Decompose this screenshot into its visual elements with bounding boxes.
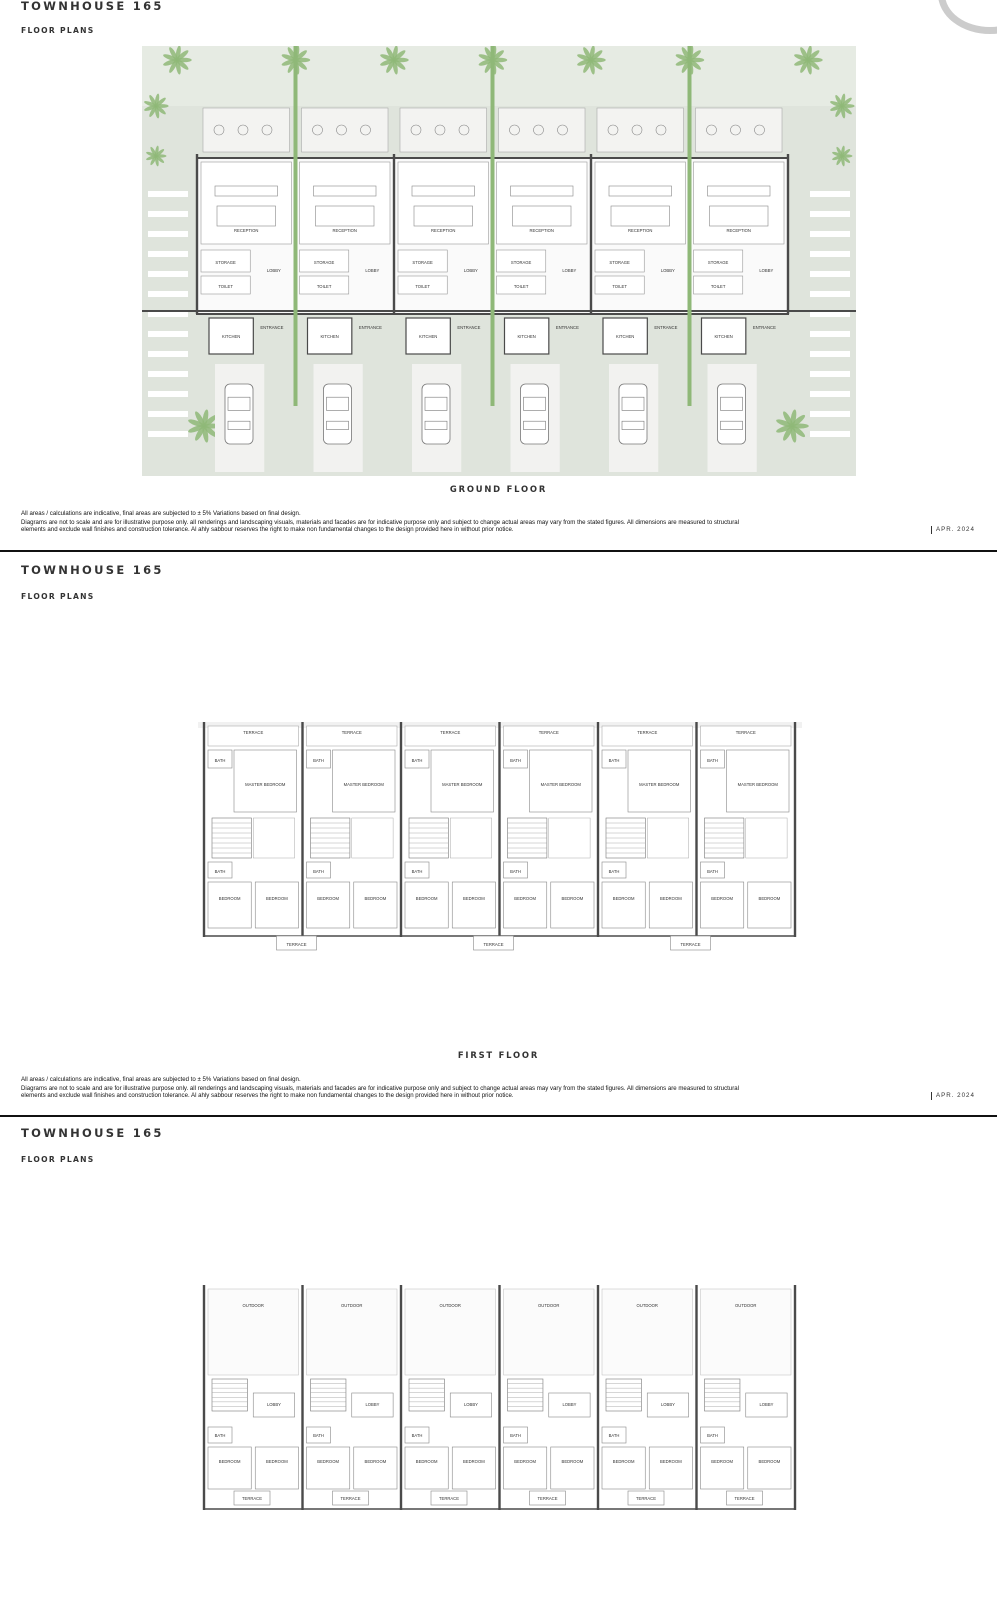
room-label-bedroom: BEDROOM (463, 1459, 485, 1464)
parking-stripe (810, 231, 850, 237)
room-label-entrance: ENTRANCE (555, 325, 579, 330)
outdoor-area (405, 1289, 496, 1375)
room-label-terrace: TERRACE (735, 730, 756, 735)
room-label-lobby: LOBBY (463, 268, 478, 273)
room-label-outdoor: OUTDOOR (735, 1303, 757, 1308)
room-label-kitchen: KITCHEN (221, 334, 241, 339)
page-subtitle: FLOOR PLANS (21, 1155, 95, 1164)
outdoor-area (307, 1289, 398, 1375)
bedroom (748, 882, 791, 928)
outdoor-area (701, 1289, 792, 1375)
room-label-bath: BATH (313, 869, 324, 874)
room-label-storage: STORAGE (313, 260, 335, 265)
page-second-floor (0, 1120, 997, 1600)
room-label-bedroom: BEDROOM (660, 1459, 682, 1464)
room-label-bedroom: BEDROOM (218, 1459, 241, 1464)
room-label-lobby: LOBBY (562, 1402, 577, 1407)
parking-stripe (148, 231, 188, 237)
room-label-bath: BATH (707, 1433, 718, 1438)
room-label-bedroom: BEDROOM (514, 1459, 536, 1464)
hall (450, 818, 491, 858)
outdoor-area (208, 1289, 299, 1375)
parking-stripe (810, 271, 850, 277)
room-label-bath: BATH (707, 758, 718, 763)
page-corner-decoration (938, 0, 997, 34)
room-label-terrace: TERRACE (537, 1496, 558, 1501)
room-label-lobby: LOBBY (562, 268, 577, 273)
date-label: APR. 2024 (931, 526, 975, 534)
room-label-bath: BATH (608, 758, 620, 763)
room-label-lobby: LOBBY (759, 1402, 774, 1407)
hall (746, 818, 787, 858)
bedroom (255, 882, 298, 928)
floor-label: GROUND FLOOR (449, 484, 548, 494)
bedroom (208, 882, 251, 928)
page-subtitle: FLOOR PLANS (21, 26, 95, 35)
rear-terrace (696, 108, 783, 152)
parking-stripe (148, 191, 188, 197)
page-divider (0, 1115, 997, 1117)
room-label-bath: BATH (411, 869, 423, 874)
room-label-bedroom: BEDROOM (317, 1459, 339, 1464)
room-label-bedroom: BEDROOM (758, 896, 781, 901)
room-label-bath: BATH (214, 869, 226, 874)
staircase (409, 1379, 444, 1411)
room-label-bath: BATH (214, 1433, 226, 1438)
bedroom (452, 882, 495, 928)
room-label-master-bedroom: MASTER BEDROOM (737, 782, 778, 787)
car-outline (718, 384, 746, 444)
room-label-bath: BATH (313, 1433, 324, 1438)
room-label-toilet: TOILET (710, 284, 726, 289)
page-subtitle: FLOOR PLANS (21, 592, 95, 601)
room-label-terrace: TERRACE (538, 730, 559, 735)
parking-stripe (810, 251, 850, 257)
bedroom (649, 882, 692, 928)
room-label-master-bedroom: MASTER BEDROOM (540, 782, 581, 787)
disclaimer (21, 1077, 761, 1099)
room-label-bedroom: BEDROOM (364, 896, 387, 901)
parking-stripe (148, 211, 188, 217)
page-divider (0, 550, 997, 552)
staircase (508, 1379, 543, 1411)
rear-terrace (307, 726, 398, 746)
room-label-storage: STORAGE (609, 260, 630, 265)
master-bedroom (727, 750, 790, 812)
parking-stripe (148, 431, 188, 437)
page-ground-floor (0, 0, 997, 545)
room-label-toilet: TOILET (316, 284, 332, 289)
room-label-terrace: TERRACE (340, 1496, 361, 1501)
room-label-kitchen: KITCHEN (418, 334, 438, 339)
disclaimer (21, 511, 761, 533)
car-outline (324, 384, 352, 444)
room-label-outdoor: OUTDOOR (242, 1303, 264, 1308)
car-outline (521, 384, 549, 444)
page-title: TOWNHOUSE 165 (21, 0, 164, 13)
room-label-lobby: LOBBY (365, 268, 380, 273)
room-label-bedroom: BEDROOM (415, 1459, 438, 1464)
page-title: TOWNHOUSE 165 (21, 1126, 164, 1140)
disclaimer-line-2: Diagrams are not to scale and are for illustrative purpose only. all renderings and landscaping visuals, materials and facades are for indicative purpose only and subject to change actual areas may vary from the stated figures. All dimensions are measured to structural elements and exclude wall finishes and construction tolerance. Al ahly sabbour reserves the right to make non fundamental changes to the design provided here in without prior notice. (21, 519, 739, 533)
hall (549, 818, 590, 858)
room-label-terrace: TERRACE (483, 942, 504, 947)
bedroom (354, 882, 397, 928)
room-label-bath: BATH (510, 869, 521, 874)
room-label-entrance: ENTRANCE (260, 325, 284, 330)
room-label-lobby: LOBBY (463, 1402, 478, 1407)
parking-stripe (148, 371, 188, 377)
page-title: TOWNHOUSE 165 (21, 563, 164, 577)
rear-terrace (400, 108, 487, 152)
floor-label: FIRST FLOOR (457, 1050, 540, 1060)
disclaimer-line-1: All areas / calculations are indicative, final areas are subjected to ± 5% Variations based on final design. (21, 1076, 301, 1083)
room-label-bedroom: BEDROOM (660, 896, 682, 901)
bedroom (551, 1447, 594, 1489)
room-label-bedroom: BEDROOM (218, 896, 241, 901)
parking-stripe (810, 351, 850, 357)
room-label-bath: BATH (313, 758, 324, 763)
palm-trunk-row (294, 46, 298, 406)
parking-stripe (148, 351, 188, 357)
room-label-bedroom: BEDROOM (711, 896, 733, 901)
room-label-bedroom: BEDROOM (415, 896, 438, 901)
bedroom (551, 882, 594, 928)
rear-terrace (701, 726, 792, 746)
master-bedroom (234, 750, 297, 812)
room-label-entrance: ENTRANCE (654, 325, 678, 330)
room-label-bedroom: BEDROOM (514, 896, 536, 901)
room-label-toilet: TOILET (415, 284, 430, 289)
staircase (311, 1379, 346, 1411)
room-label-bath: BATH (608, 1433, 620, 1438)
bedroom (405, 882, 448, 928)
room-label-master-bedroom: MASTER BEDROOM (639, 782, 680, 787)
staircase (212, 1379, 247, 1411)
room-label-bedroom: BEDROOM (317, 896, 339, 901)
room-label-storage: STORAGE (412, 260, 433, 265)
room-label-kitchen: KITCHEN (714, 334, 733, 339)
room-label-toilet: TOILET (218, 284, 233, 289)
car-outline (619, 384, 647, 444)
room-label-reception: RECEPTION (234, 228, 259, 233)
room-label-lobby: LOBBY (266, 1402, 281, 1407)
parking-stripe (810, 291, 850, 297)
room-label-terrace: TERRACE (286, 942, 307, 947)
disclaimer-line-1: All areas / calculations are indicative, final areas are subjected to ± 5% Variations based on final design. (21, 510, 301, 517)
room-label-entrance: ENTRANCE (358, 325, 382, 330)
room-label-reception: RECEPTION (332, 228, 357, 233)
room-label-kitchen: KITCHEN (615, 334, 635, 339)
room-label-terrace: TERRACE (438, 1496, 460, 1501)
staircase (705, 1379, 740, 1411)
room-label-outdoor: OUTDOOR (341, 1303, 363, 1308)
rear-terrace (208, 726, 299, 746)
room-label-master-bedroom: MASTER BEDROOM (442, 782, 483, 787)
rear-terrace (504, 726, 595, 746)
room-label-bedroom: BEDROOM (364, 1459, 387, 1464)
room-label-outdoor: OUTDOOR (439, 1303, 461, 1308)
parking-stripe (810, 211, 850, 217)
room-label-lobby: LOBBY (759, 268, 774, 273)
room-label-entrance: ENTRANCE (457, 325, 481, 330)
bedroom (701, 1447, 744, 1489)
parking-stripe (148, 331, 188, 337)
room-label-lobby: LOBBY (660, 1402, 675, 1407)
parking-stripe (810, 391, 850, 397)
parking-stripe (810, 431, 850, 437)
master-bedroom (431, 750, 494, 812)
room-label-toilet: TOILET (513, 284, 529, 289)
car-outline (422, 384, 450, 444)
bedroom (701, 882, 744, 928)
rear-terrace (405, 726, 496, 746)
room-label-bath: BATH (411, 1433, 423, 1438)
room-label-bedroom: BEDROOM (612, 896, 635, 901)
room-label-outdoor: OUTDOOR (538, 1303, 560, 1308)
parking-stripe (810, 371, 850, 377)
parking-stripe (148, 251, 188, 257)
rear-terrace (203, 108, 290, 152)
room-label-terrace: TERRACE (734, 1496, 755, 1501)
palm-trunk-row (688, 46, 692, 406)
bedroom (307, 1447, 350, 1489)
room-label-terrace: TERRACE (440, 730, 461, 735)
hall (647, 818, 688, 858)
room-label-bedroom: BEDROOM (266, 1459, 288, 1464)
parking-stripe (148, 271, 188, 277)
page-first-floor (0, 556, 997, 1121)
outdoor-area (602, 1289, 693, 1375)
room-label-terrace: TERRACE (635, 1496, 657, 1501)
room-label-bedroom: BEDROOM (266, 896, 288, 901)
bedroom (354, 1447, 397, 1489)
bedroom (405, 1447, 448, 1489)
bedroom (649, 1447, 692, 1489)
room-label-entrance: ENTRANCE (752, 325, 776, 330)
room-label-storage: STORAGE (215, 260, 236, 265)
room-label-terrace: TERRACE (241, 1496, 263, 1501)
bedroom (452, 1447, 495, 1489)
staircase (606, 1379, 641, 1411)
parking-stripe (810, 331, 850, 337)
room-label-reception: RECEPTION (726, 228, 751, 233)
parking-stripe (148, 411, 188, 417)
rear-terrace (302, 108, 389, 152)
rear-terrace (597, 108, 684, 152)
room-label-bath: BATH (214, 758, 226, 763)
room-label-master-bedroom: MASTER BEDROOM (343, 782, 384, 787)
room-label-terrace: TERRACE (637, 730, 658, 735)
bedroom (255, 1447, 298, 1489)
bedroom (602, 1447, 645, 1489)
rear-terrace (499, 108, 586, 152)
hall (352, 818, 393, 858)
second-floor-plan (198, 1285, 802, 1525)
bedroom (602, 882, 645, 928)
outdoor-area (504, 1289, 595, 1375)
room-label-bedroom: BEDROOM (561, 1459, 584, 1464)
room-label-bedroom: BEDROOM (711, 1459, 733, 1464)
room-label-outdoor: OUTDOOR (636, 1303, 658, 1308)
date-label: APR. 2024 (931, 1092, 975, 1100)
first-floor-plan (198, 722, 802, 957)
room-label-lobby: LOBBY (660, 268, 675, 273)
room-label-lobby: LOBBY (365, 1402, 380, 1407)
bedroom (307, 882, 350, 928)
room-label-reception: RECEPTION (628, 228, 653, 233)
car-outline (225, 384, 253, 444)
room-label-bath: BATH (707, 869, 718, 874)
room-label-kitchen: KITCHEN (517, 334, 536, 339)
room-label-bedroom: BEDROOM (758, 1459, 781, 1464)
master-bedroom (628, 750, 691, 812)
rear-terrace (602, 726, 693, 746)
room-label-terrace: TERRACE (341, 730, 362, 735)
palm-trunk-row (491, 46, 495, 406)
room-label-master-bedroom: MASTER BEDROOM (245, 782, 286, 787)
room-label-storage: STORAGE (707, 260, 729, 265)
master-bedroom (530, 750, 593, 812)
room-label-bath: BATH (608, 869, 620, 874)
room-label-reception: RECEPTION (431, 228, 456, 233)
room-label-storage: STORAGE (510, 260, 532, 265)
bedroom (504, 1447, 547, 1489)
hall (253, 818, 294, 858)
room-label-kitchen: KITCHEN (320, 334, 339, 339)
room-label-bath: BATH (510, 758, 521, 763)
room-label-bedroom: BEDROOM (463, 896, 485, 901)
room-label-terrace: TERRACE (243, 730, 264, 735)
disclaimer-line-2: Diagrams are not to scale and are for illustrative purpose only. all renderings and landscaping visuals, materials and facades are for indicative purpose only and subject to change actual areas may vary from the stated figures. All dimensions are measured to structural elements and exclude wall finishes and construction tolerance. Al ahly sabbour reserves the right to make non fundamental changes to the design provided here in without prior notice. (21, 1085, 739, 1099)
bedroom (748, 1447, 791, 1489)
master-bedroom (333, 750, 396, 812)
room-label-bath: BATH (411, 758, 423, 763)
room-label-terrace: TERRACE (680, 942, 701, 947)
parking-stripe (148, 391, 188, 397)
bedroom (504, 882, 547, 928)
room-label-reception: RECEPTION (529, 228, 554, 233)
room-label-bath: BATH (510, 1433, 521, 1438)
bedroom (208, 1447, 251, 1489)
ground-floor-plan (142, 46, 856, 476)
room-label-bedroom: BEDROOM (612, 1459, 635, 1464)
parking-stripe (810, 411, 850, 417)
parking-stripe (810, 191, 850, 197)
room-label-lobby: LOBBY (266, 268, 281, 273)
room-label-toilet: TOILET (612, 284, 627, 289)
parking-stripe (148, 291, 188, 297)
room-label-bedroom: BEDROOM (561, 896, 584, 901)
